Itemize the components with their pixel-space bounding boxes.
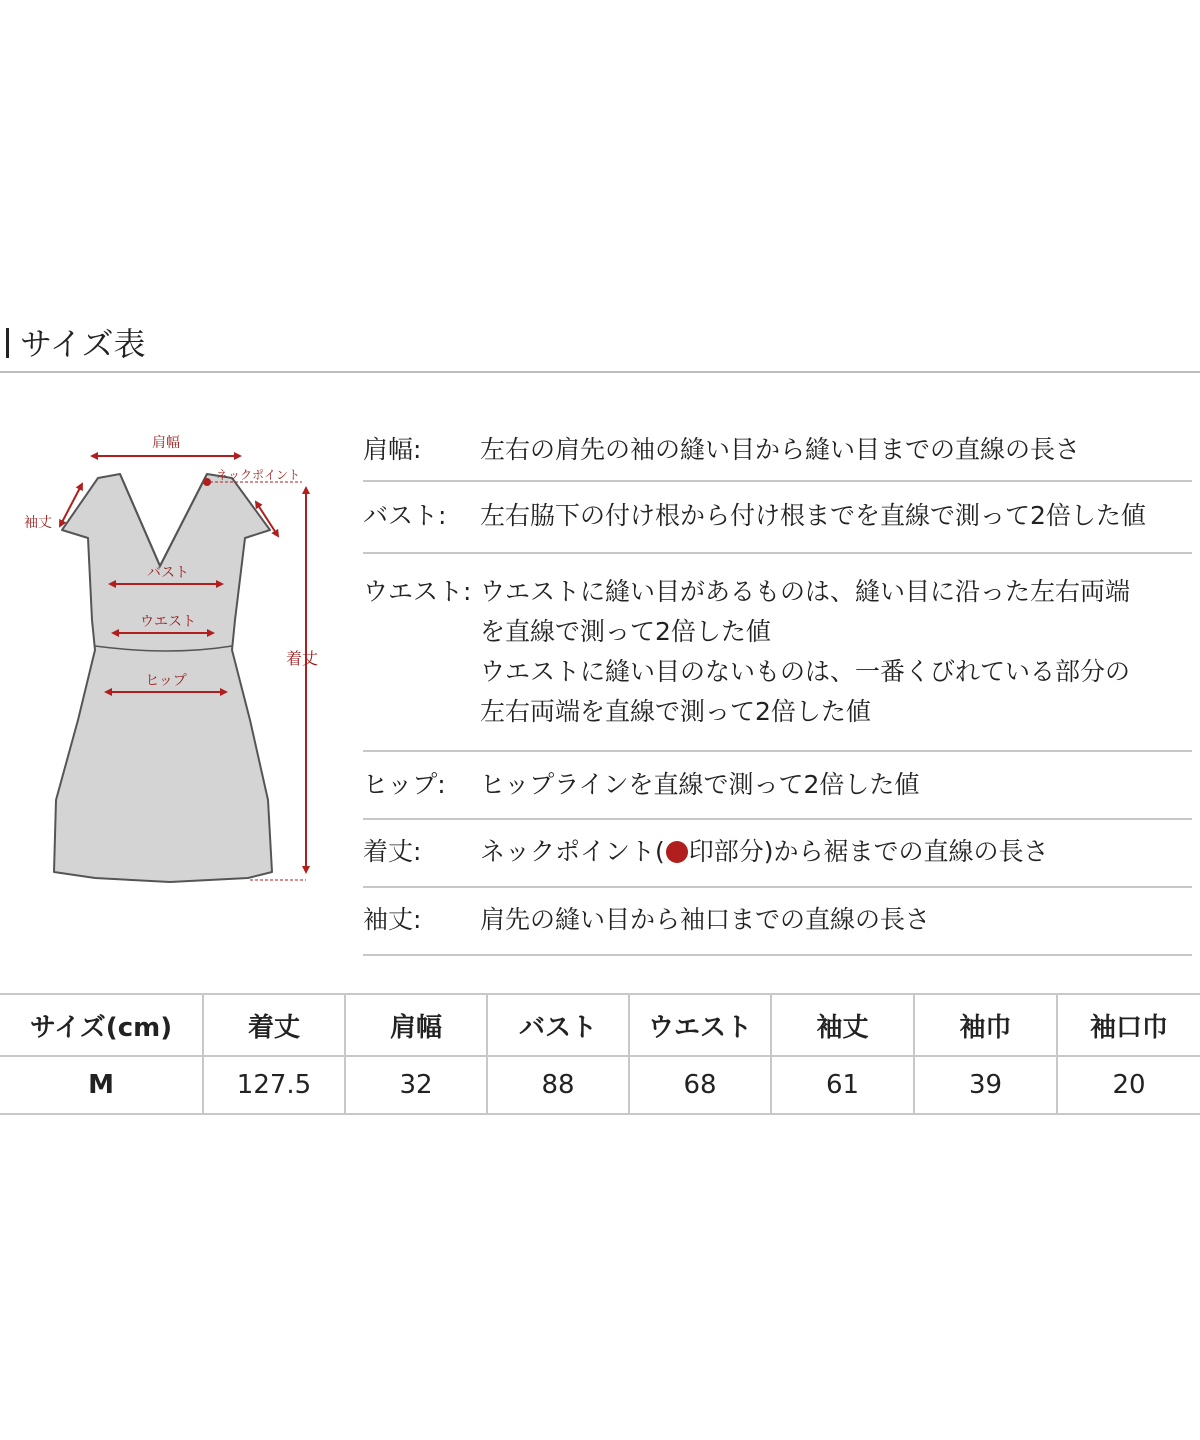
definition-text (480, 888, 1192, 940)
dress-illustration (0, 420, 340, 900)
definition-line: ヒップラインを直線で測って2倍した値 (480, 770, 920, 799)
definition-term: ウエスト: (363, 577, 472, 606)
column-header: 袖巾 (914, 994, 1057, 1056)
table-cell: 127.5 (203, 1056, 345, 1114)
definition-term: 肩幅: (363, 435, 422, 464)
definition-waist (363, 554, 1192, 752)
definition-line: を直線で測って2倍した値 (480, 617, 771, 646)
definition-line-pre: ネックポイント( (480, 837, 665, 866)
column-header: ウエスト (629, 994, 771, 1056)
table-cell: 88 (487, 1056, 629, 1114)
definition-hip (363, 752, 1192, 820)
definition-text (480, 820, 1192, 872)
red-dot-icon (666, 841, 688, 863)
size-table (0, 993, 1200, 1115)
table-header-row (0, 994, 1200, 1056)
length-label: 着丈 (286, 649, 319, 668)
garment-diagram (0, 420, 340, 900)
page-header (0, 318, 1200, 368)
definition-text (480, 424, 1192, 470)
neck-point-dot (203, 478, 211, 486)
definition-line: 左右脇下の付け根から付け根までを直線で測って2倍した値 (480, 501, 1146, 530)
definition-line: 左右両端を直線で測って2倍した値 (480, 697, 871, 726)
column-header: 袖丈 (771, 994, 914, 1056)
measurement-definitions (363, 424, 1192, 956)
definition-length (363, 820, 1192, 888)
definition-line: 左右の肩先の袖の縫い目から縫い目までの直線の長さ (480, 435, 1081, 464)
definition-term: バスト: (363, 501, 447, 530)
page-title: サイズ表 (20, 325, 146, 363)
definition-text (480, 482, 1192, 536)
column-header: 肩幅 (345, 994, 487, 1056)
definition-line (480, 832, 1192, 872)
definition-line: ウエストに縫い目があるものは、縫い目に沿った左右両端 (480, 577, 1131, 606)
column-header: 袖口巾 (1057, 994, 1200, 1056)
column-header: 着丈 (203, 994, 345, 1056)
sleeve-label: 袖丈 (24, 515, 52, 531)
definition-line-post: 印部分)から裾までの直線の長さ (688, 837, 1049, 866)
column-header: バスト (487, 994, 629, 1056)
definition-text (480, 752, 1192, 805)
hip-label: ヒップ (145, 673, 187, 689)
bust-label: バスト (147, 565, 189, 581)
definition-line: ウエストに縫い目のないものは、一番くびれている部分の (480, 657, 1131, 686)
waist-label: ウエスト (140, 614, 196, 630)
definition-sleeve (363, 888, 1192, 956)
definition-line: 肩先の縫い目から袖口までの直線の長さ (480, 905, 931, 934)
table-cell: 32 (345, 1056, 487, 1114)
shoulder-label: 肩幅 (152, 435, 180, 451)
table-cell: M (0, 1056, 203, 1114)
definition-term: 着丈: (363, 837, 422, 866)
definition-term: 袖丈: (363, 905, 422, 934)
neck-point-label: ネックポイント (216, 468, 301, 482)
definition-term: ヒップ: (363, 770, 446, 799)
table-cell: 39 (914, 1056, 1057, 1114)
title-bar-mark (6, 328, 9, 358)
table-cell: 20 (1057, 1056, 1200, 1114)
column-header: サイズ(cm) (0, 994, 203, 1056)
table-cell: 61 (771, 1056, 914, 1114)
definition-bust (363, 482, 1192, 554)
definition-shoulder (363, 424, 1192, 482)
table-cell: 68 (629, 1056, 771, 1114)
table-row (0, 1056, 1200, 1114)
definition-text (480, 554, 1192, 732)
title-divider (0, 371, 1200, 373)
